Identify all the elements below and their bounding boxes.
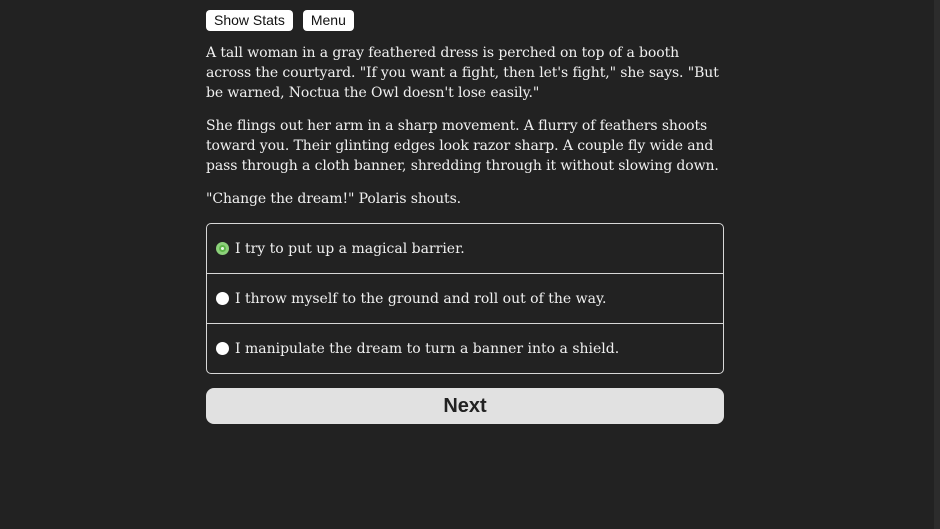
show-stats-button[interactable]: Show Stats — [206, 10, 293, 31]
choice-label: I manipulate the dream to turn a banner into a shield. — [235, 340, 620, 357]
choice-option-3[interactable] — [207, 324, 723, 373]
choice-label: I throw myself to the ground and roll out of the way. — [235, 290, 607, 307]
radio-selected-icon[interactable] — [216, 242, 229, 255]
choice-list — [206, 223, 724, 374]
story-paragraph: "Change the dream!" Polaris shouts. — [206, 191, 462, 207]
scrollbar[interactable] — [934, 0, 940, 529]
radio-unselected-icon[interactable] — [216, 292, 229, 305]
choice-label: I try to put up a magical barrier. — [235, 240, 465, 257]
top-buttons — [206, 10, 724, 31]
game-container — [206, 10, 724, 424]
story-paragraph: She flings out her arm in a sharp movement. A flurry of feathers shoots toward you. Their glinting edges look razor sharp. A couple fly wide and pass through a cloth banner, shredding through it without slowing down. — [206, 118, 719, 174]
story-text — [206, 43, 724, 209]
radio-unselected-icon[interactable] — [216, 342, 229, 355]
next-button[interactable]: Next — [206, 388, 724, 424]
choice-option-1[interactable] — [207, 224, 723, 274]
choice-option-2[interactable] — [207, 274, 723, 324]
story-paragraph: A tall woman in a gray feathered dress is perched on top of a booth across the courtyard. "If you want a fight, then let's fight," she says. "But be warned, Noctua the Owl doesn't lose easily." — [206, 45, 719, 101]
menu-button[interactable]: Menu — [303, 10, 354, 31]
